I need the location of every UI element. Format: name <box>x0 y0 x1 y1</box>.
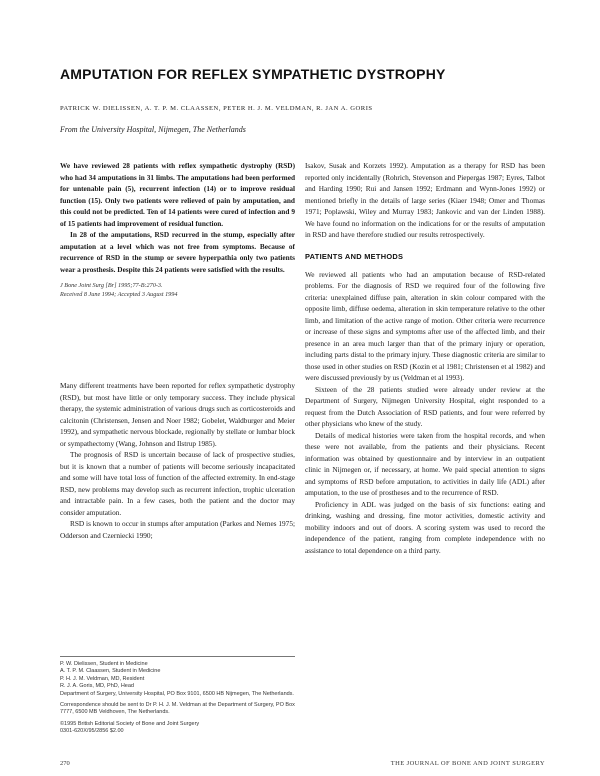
journal-citation: J Bone Joint Surg [Br] 1995;77-B:270-3. <box>60 282 163 289</box>
footnote-line: R. J. A. Goris, MD, PhD, Head <box>60 683 134 690</box>
body-paragraph: Isakov, Susak and Korzets 1992). Amputation as a therapy for RSD has been reported only incidentally (Rohrich, Stevenson and Piepergas 1987; Eyres, Talbot and Harding 1990; Rui and Jansen 1992; Erdmann and Wynn-Jones 1992) or mentioned briefly in the details of large series (Kiaer 1948; Omer and Thomas 1971; Poplawski, Wiley and Murray 1983; Jankovic and van der Linden 1988). We have found no information on the indications for or the results of amputation in RSD and have therefore studied our results retrospectively. <box>305 161 545 239</box>
page-number: 270 <box>60 760 70 767</box>
correspondence-note: Correspondence should be sent to Dr P. H. J. M. Veldman at the Department of Surgery, PO Box 7777, 6500 MB Veldhoven, The Netherlands. <box>60 702 295 716</box>
body-paragraph: Details of medical histories were taken from the hospital records, and when these were not available, from the patients and their physicians. Recent information was obtained by questionnaire and by interview in an outpatient clinic in Nijmegen or, if necessary, at home. We paid special attention to signs and symptoms of RSD before amputation, to activities in daily life (ADL) after amputation, to the use of prostheses and to the recurrence of RSD. <box>305 430 545 497</box>
received-date: Received 8 June 1994; Accepted 3 August 1994 <box>60 291 178 298</box>
abstract-paragraph: In 28 of the amputations, RSD recurred in the stump, especially after amputation at a level which was not free from symptoms. Because of recurrence of RSD in the stump or severe hyperpathia only two patients wear a prosthesis. Despite this 24 patients were satisfied with the results. <box>60 230 295 274</box>
affiliation: From the University Hospital, Nijmegen, The Netherlands <box>60 125 246 134</box>
citation-block <box>60 281 295 299</box>
footnote-line: Department of Surgery, University Hospital, PO Box 9101, 6500 HB Nijmegen, The Netherlands. <box>60 690 294 697</box>
body-paragraph: RSD is known to occur in stumps after amputation (Parkes and Nemes 1975; Odderson and Czerniecki 1990; <box>60 519 295 540</box>
section-heading: PATIENTS AND METHODS <box>305 251 404 261</box>
abstract <box>60 160 295 275</box>
abstract-paragraph: We have reviewed 28 patients with reflex sympathetic dystrophy (RSD) who had 34 amputations in 31 limbs. The amputations had been performed for untenable pain (5), recurrent infection (14) or to improve residual function (15). Only two patients were relieved of pain by amputation, and this could not be predicted. Ten of 14 patients were cured of infection and 9 of 15 patients had improvement of residual function. <box>60 161 295 228</box>
running-footer-journal: THE JOURNAL OF BONE AND JOINT SURGERY <box>390 760 545 767</box>
abstract-column <box>60 160 295 299</box>
body-paragraph: Sixteen of the 28 patients studied were already under review at the Department of Surgery, Nijmegen University Hospital, eight responded to a request from the Dutch Association of RSD patients, and four were referred by other physicians who knew of the study. <box>305 384 545 428</box>
body-paragraph: The prognosis of RSD is uncertain because of lack of prospective studies, but it is known that a number of patients will become seriously incapacitated and some will have total loss of function of the affected extremity. In end-stage RSD, new problems may develop such as recurrent infection, trophic ulceration and intractable pain. In a few cases, both the patient and the doctor may consider amputation. <box>60 450 295 517</box>
author-footnote <box>60 656 295 736</box>
article-title: AMPUTATION FOR REFLEX SYMPATHETIC DYSTROPHY <box>60 66 446 82</box>
body-paragraph: Many different treatments have been reported for reflex sympathetic dystrophy (RSD), but most have little or only temporary success. They include physical therapy, the systemic administration of various drugs such as corticosteroids and calcitonin (Christensen, Jensen and Noer 1982; Gobelet, Waldburger and Meier 1992), and sympathetic nervous blockade, regionally by stellate or lumbar block or sympathectomy (Wang, Johnson and Ilstrup 1985). <box>60 381 295 448</box>
footnote-line: P. H. J. M. Veldman, MD, Resident <box>60 675 145 682</box>
issn-note: 0301-620X/95/2856 $2.00 <box>60 728 124 735</box>
footnote-line: P. W. Dielissen, Student in Medicine <box>60 661 148 667</box>
right-column <box>305 160 545 556</box>
body-paragraph: We reviewed all patients who had an amputation because of RSD-related problems. For the diagnosis of RSD we required four of the following five criteria: unexplained diffuse pain, alteration in skin colour compared with the opposite limb, diffuse oedema, alteration in skin temperature relative to the other limb, and limitation of the active range of motion. Other criteria were recurrence or increase of these signs and symptoms after use of the affected limb, and their presence in an area much larger than that of the primary injury or operation, including parts distal to the primary injury. These diagnostic criteria are similar to those used in other studies on RSD (Kozin et al 1981; Christensen et al 1982) and were discussed previously by us (Veldman et al 1993). <box>305 269 545 382</box>
copyright-note: ©1995 British Editorial Society of Bone and Joint Surgery <box>60 720 200 727</box>
author-list: PATRICK W. DIELISSEN, A. T. P. M. CLAASSEN, PETER H. J. M. VELDMAN, R. JAN A. GORIS <box>60 105 373 112</box>
footnote-line: A. T. P. M. Claassen, Student in Medicine <box>60 668 161 675</box>
body-paragraph: Proficiency in ADL was judged on the basis of six functions: eating and drinking, washing and dressing, fine motor activities, domestic activity and mobility indoors and out of doors. A scoring system was used to record the independence of the patient, ranging from complete independence with no assistance to total dependence on a third party. <box>305 499 545 555</box>
intro-body-left <box>60 380 295 541</box>
